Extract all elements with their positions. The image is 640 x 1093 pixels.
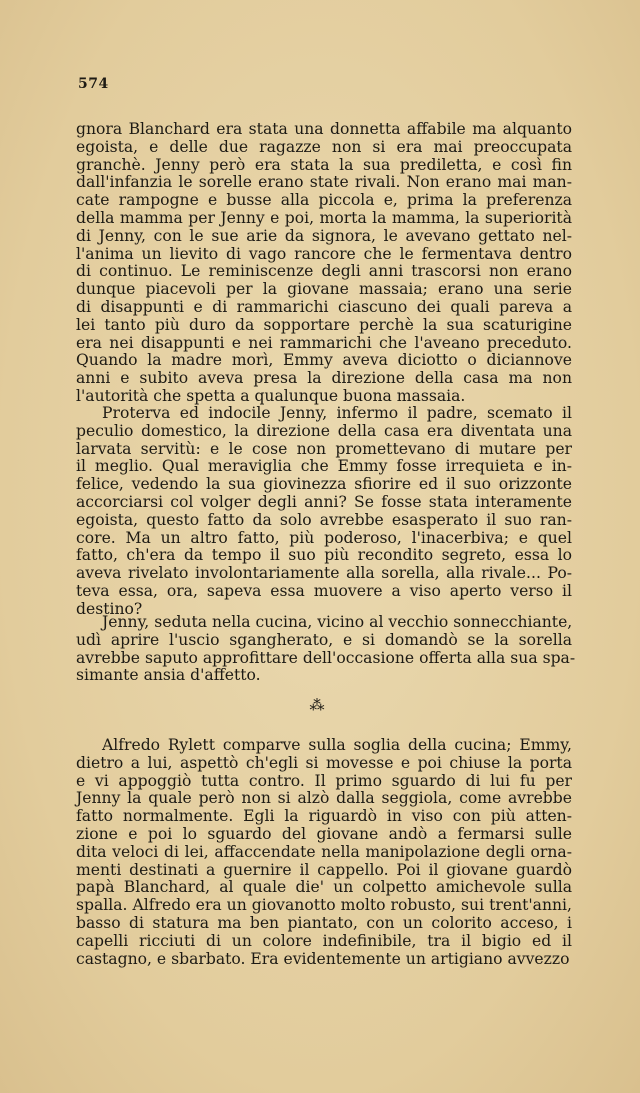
text-line: core. Ma un altro fatto, più poderoso, l'inacerbiva; e quel (76, 528, 572, 547)
text-line: accorciarsi col volger degli anni? Se fosse stata interamente (76, 492, 572, 511)
text-line: peculio domestico, la direzione della casa era diventata una (76, 421, 572, 440)
text-line: Alfredo Rylett comparve sulla soglia della cucina; Emmy, (102, 736, 572, 754)
text-line: Proterva ed indocile Jenny, infermo il padre, scemato il (102, 404, 572, 422)
text-line: destino? (76, 599, 143, 618)
text-line: il meglio. Qual meraviglia che Emmy fosse irrequieta e in- (76, 457, 572, 476)
text-line: cate rampogne e busse alla piccola e, prima la preferenza (76, 191, 572, 210)
text-line: di disappunti e di rammarichi ciascuno dei quali pareva a (76, 297, 572, 316)
section-break-asterism: ⁂ (309, 696, 325, 714)
text-line: di continuo. Le reminiscenze degli anni trascorsi non erano (76, 262, 572, 281)
text-line: dunque piacevoli per la giovane massaia; erano una serie (76, 280, 572, 299)
paragraph-2 (76, 405, 572, 619)
text-line: l'anima un lievito di vago rancore che le fermentava dentro (76, 244, 572, 263)
text-line: teva essa, ora, sapeva essa muovere a viso aperto verso il (76, 581, 572, 600)
text-line: anni e subito aveva presa la direzione della casa ma non (76, 369, 572, 388)
text-line: Jenny la quale però non si alzò dalla seggiola, come avrebbe (76, 789, 572, 808)
text-line: granchè. Jenny però era stata la sua prediletta, e così fin (76, 155, 572, 174)
text-line: dietro a lui, aspettò ch'egli si movesse e poi chiuse la porta (76, 753, 572, 772)
paragraph-4 (76, 737, 572, 968)
text-line: l'autorità che spetta a qualunque buona massaia. (76, 386, 466, 405)
text-line: felice, vedendo la sua giovinezza sfiorire ed il suo orizzonte (76, 475, 572, 494)
text-line: larvata servitù: e le cose non promettevano di mutare per (76, 439, 572, 458)
text-line: udì aprire l'uscio sgangherato, e si domandò se la sorella (76, 630, 572, 649)
page-number: 574 (78, 76, 109, 92)
text-line: aveva rivelato involontariamente alla sorella, alla rivale... Po- (76, 564, 572, 583)
text-line: papà Blanchard, al quale die' un colpetto amichevole sulla (76, 878, 572, 897)
text-line: zione e poi lo sguardo del giovane andò a fermarsi sulle (76, 824, 572, 843)
paragraph-1 (76, 121, 572, 406)
text-line: Quando la madre morì, Emmy aveva diciotto o diciannove (76, 351, 572, 370)
text-line: menti destinati a guernire il cappello. Poi il giovane guardò (76, 860, 572, 879)
text-line: dall'infanzia le sorelle erano state rivali. Non erano mai man- (76, 173, 572, 192)
text-line: spalla. Alfredo era un giovanotto molto robusto, sui trent'anni, (76, 896, 572, 915)
text-line: di Jenny, con le sue arie da signora, le avevano gettato nel- (76, 226, 572, 245)
text-line: Jenny, seduta nella cucina, vicino al vecchio sonnecchiante, (102, 613, 573, 631)
text-line: capelli ricciuti di un colore indefinibile, tra il bigio ed il (76, 931, 572, 950)
text-line: fatto, ch'era da tempo il suo più recondito segreto, essa lo (76, 546, 572, 565)
text-line: era nei disappunti e nei rammarichi che l'aveano preceduto. (76, 333, 572, 352)
paragraph-3 (76, 613, 576, 685)
text-line: castagno, e sbarbato. Era evidentemente un artigiano avvezzo (76, 949, 570, 968)
text-line: egoista, questo fatto da solo avrebbe esasperato il suo ran- (76, 510, 572, 529)
text-line: fatto normalmente. Egli la riguardò in viso con più atten- (76, 807, 572, 826)
text-line: e vi appoggiò tutta contro. Il primo sguardo di lui fu per (76, 771, 572, 790)
text-line: gnora Blanchard era stata una donnetta affabile ma alquanto (76, 120, 572, 138)
text-line: della mamma per Jenny e poi, morta la mamma, la superiorità (76, 208, 572, 227)
text-line: dita veloci di lei, affaccendate nella manipolazione degli orna- (76, 842, 572, 861)
text-line: avrebbe saputo approfittare dell'occasione offerta alla sua spa- (76, 648, 576, 667)
text-line: lei tanto più duro da sopportare perchè la sua scaturigine (76, 315, 572, 334)
text-line: basso di statura ma ben piantato, con un colorito acceso, i (76, 913, 572, 932)
text-line: egoista, e delle due ragazze non si era mai preoccupata (76, 137, 572, 156)
text-line: simante ansia d'affetto. (76, 666, 261, 685)
